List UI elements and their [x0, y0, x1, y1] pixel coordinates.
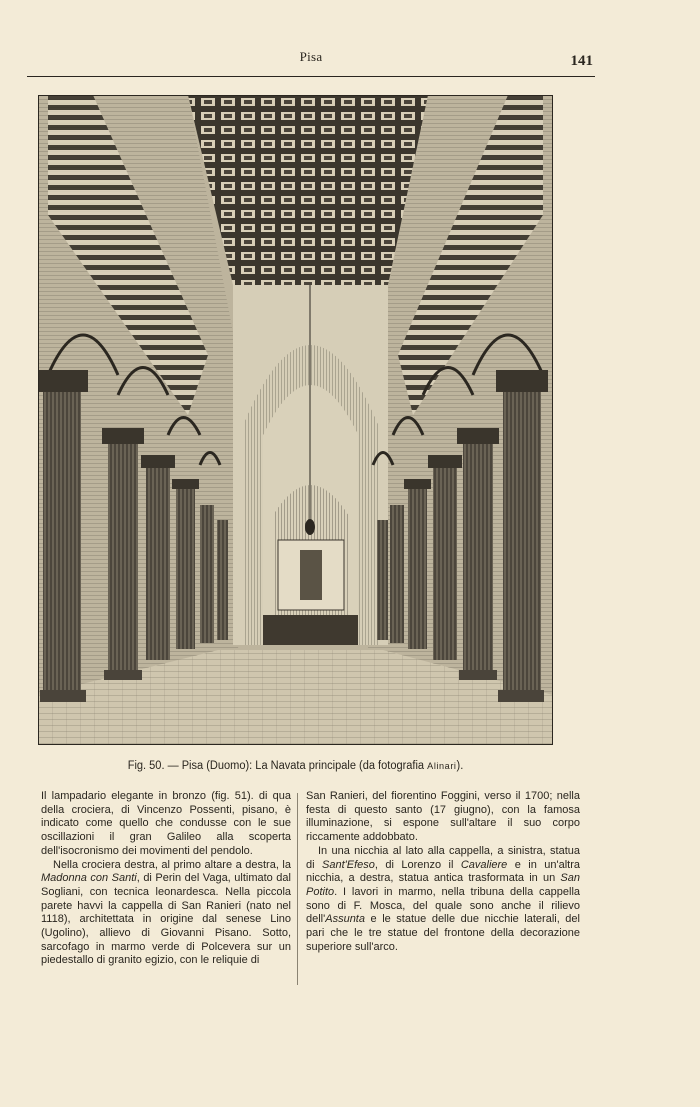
caption-end: ). [456, 760, 464, 772]
caption-credit: Alinari [427, 761, 457, 772]
caption-text: Fig. 50. — Pisa (Duomo): La Navata principale (da fotografia [127, 760, 428, 772]
page-number: 141 [570, 53, 593, 69]
page-header [27, 46, 595, 77]
apse-central-figure [300, 550, 322, 600]
paragraph: San Ranieri, del fiorentino Foggini, verso il 1700; nella festa di questo santo (17 giugno), con la famosa illuminazione, si espone sull'altare il suo corpo riccamente addobbato. [306, 790, 580, 844]
paragraph: Il lampadario elegante in bronzo (fig. 51). di qua della crociera, di Vincenzo Possenti, pisano, è indicato come quello che condusse con le sue oscillazioni il gran Galileo alla scoperta dell'isocronismo dei movimenti del pendolo. [41, 790, 291, 857]
text-column-left [41, 790, 291, 968]
main-altar [263, 615, 358, 645]
figure-caption [48, 760, 542, 772]
running-title: Pisa [299, 49, 323, 64]
text-column-right [306, 790, 580, 954]
paragraph: Nella crociera destra, al primo altare a destra, la Madonna con Santi, di Perin del Vaga, ultimato dal Sogliani, con tecnica leonardesca. Nella piccola parete havvi la cappella di San Ranieri (nato nel 1118), architettata in origine dal senese Lino (Ugolino), allievo di Giovanni Pisano. Sotto, sarcofago in marmo verde di Polcevera sur un piedestallo di granito egizio, con le reliquie di [41, 858, 291, 967]
column-divider [297, 793, 298, 985]
paragraph: In una nicchia al lato alla cappella, a sinistra, statua di Sant'Efeso, di Lorenzo il Cavaliere e in un'altra nicchia, a destra, statua antica trasformata in un San Potito. I lavori in marmo, nella tribuna della cappella sono di F. Mosca, del quale sono anche il rilievo dell'Assunta e le statue delle due nicchie laterali, del pari che le tre statue del frontone della decorazione superiore sull'arco. [306, 844, 580, 953]
cathedral-nave-engraving [38, 95, 553, 745]
chandelier [305, 519, 315, 535]
